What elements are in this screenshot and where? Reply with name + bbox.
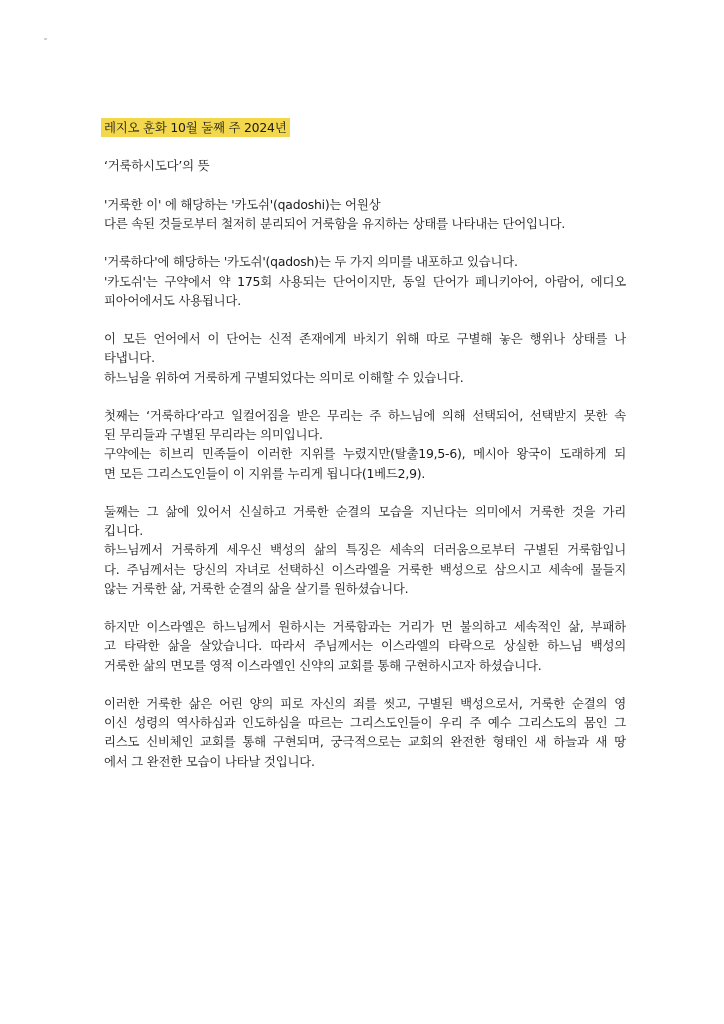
text-line: 하느님께서 거룩하게 세우신 백성의 삶의 특징은 세속의 더러움으로부터 구별된 거룩함입니 xyxy=(104,542,626,558)
paragraph-list xyxy=(104,195,626,771)
text-line: 구약에는 히브리 민족들이 이러한 지위를 누렸지만(탈출19,5-6), 메시아 왕국이 도래하게 되 xyxy=(104,446,626,462)
text-line: '카도쉬'는 구약에서 약 175회 사용되는 단어이지만, 동일 단어가 페니키아어, 아람어, 에디오 xyxy=(104,273,626,289)
text-line: 고 타락한 삶을 살았습니다. 따라서 주님께서는 이스라엘의 타락으로 상실한 하느님 백성의 xyxy=(104,638,626,654)
text-line: 킵니다. xyxy=(104,523,144,539)
text-line: 에서 그 완전한 모습이 나타날 것입니다. xyxy=(104,753,315,769)
text-line: 된 무리들과 구별된 무리라는 의미입니다. xyxy=(104,427,323,443)
body-paragraph xyxy=(104,406,626,483)
body-paragraph xyxy=(104,502,626,598)
text-line: 둘째는 그 삶에 있어서 신실하고 거룩한 순결의 모습을 지닌다는 의미에서 거룩한 것을 가리 xyxy=(104,503,626,519)
document-body xyxy=(104,118,626,771)
text-line: '거룩한 이' 에 해당하는 '카도쉬'(qadoshi)는 어원상 xyxy=(104,196,381,212)
text-line: 하느님을 위하여 거룩하게 구별되었다는 의미로 이해할 수 있습니다. xyxy=(104,369,464,385)
scan-speck xyxy=(44,38,47,40)
text-line: 첫째는 ‘거룩하다’라고 일컬어짐을 받은 무리는 주 하느님에 의해 선택되어, 선택받지 못한 속 xyxy=(104,407,626,423)
title-paragraph xyxy=(104,156,626,175)
text-line: 이 모든 언어에서 이 단어는 신적 존재에게 바치기 위해 따로 구별해 놓은 행위나 상태를 나 xyxy=(104,331,626,347)
body-paragraph xyxy=(104,252,626,310)
text-line: 않는 거룩한 삶, 거룩한 순결의 삶을 살기를 원하셨습니다. xyxy=(104,580,409,596)
document-title: ‘거룩하시도다’의 뜻 xyxy=(104,158,210,174)
header-paragraph xyxy=(104,118,626,137)
text-line: 거룩한 삶의 면모를 영적 이스라엘인 신약의 교회를 통해 구현하시고자 하셨습니다. xyxy=(104,657,542,673)
document-header: 레지오 훈화 10월 둘째 주 2024년 xyxy=(101,118,290,137)
text-line: 피아어에서도 사용됩니다. xyxy=(104,292,241,308)
body-paragraph xyxy=(104,617,626,675)
body-paragraph xyxy=(104,694,626,771)
text-line: '거룩하다'에 해당하는 '카도쉬'(qadosh)는 두 가지 의미를 내포하고 있습니다. xyxy=(104,254,518,270)
text-line: 다. 주님께서는 당신의 자녀로 선택하신 이스라엘을 거룩한 백성으로 삼으시고 세속에 물들지 xyxy=(104,561,626,577)
body-paragraph xyxy=(104,329,626,387)
text-line: 이러한 거룩한 삶은 어린 양의 피로 자신의 죄를 씻고, 구별된 백성으로서, 거룩한 순결의 영 xyxy=(104,695,626,711)
body-paragraph xyxy=(104,195,626,233)
text-line: 다른 속된 것들로부터 철저히 분리되어 거룩함을 유지하는 상태를 나타내는 단어입니다. xyxy=(104,215,566,231)
text-line: 타냅니다. xyxy=(104,350,155,366)
text-line: 하지만 이스라엘은 하느님께서 원하시는 거룩함과는 거리가 먼 불의하고 세속적인 삶, 부패하 xyxy=(104,619,626,635)
text-line: 리스도 신비체인 교회를 통해 구현되며, 궁극적으로는 교회의 완전한 형태인 새 하늘과 새 땅 xyxy=(104,734,626,750)
text-line: 면 모든 그리스도인들이 이 지위를 누리게 됩니다(1베드2,9). xyxy=(104,465,426,481)
text-line: 이신 성령의 역사하심과 인도하심을 따르는 그리스도인들이 우리 주 예수 그리스도의 몸인 그 xyxy=(104,715,626,731)
